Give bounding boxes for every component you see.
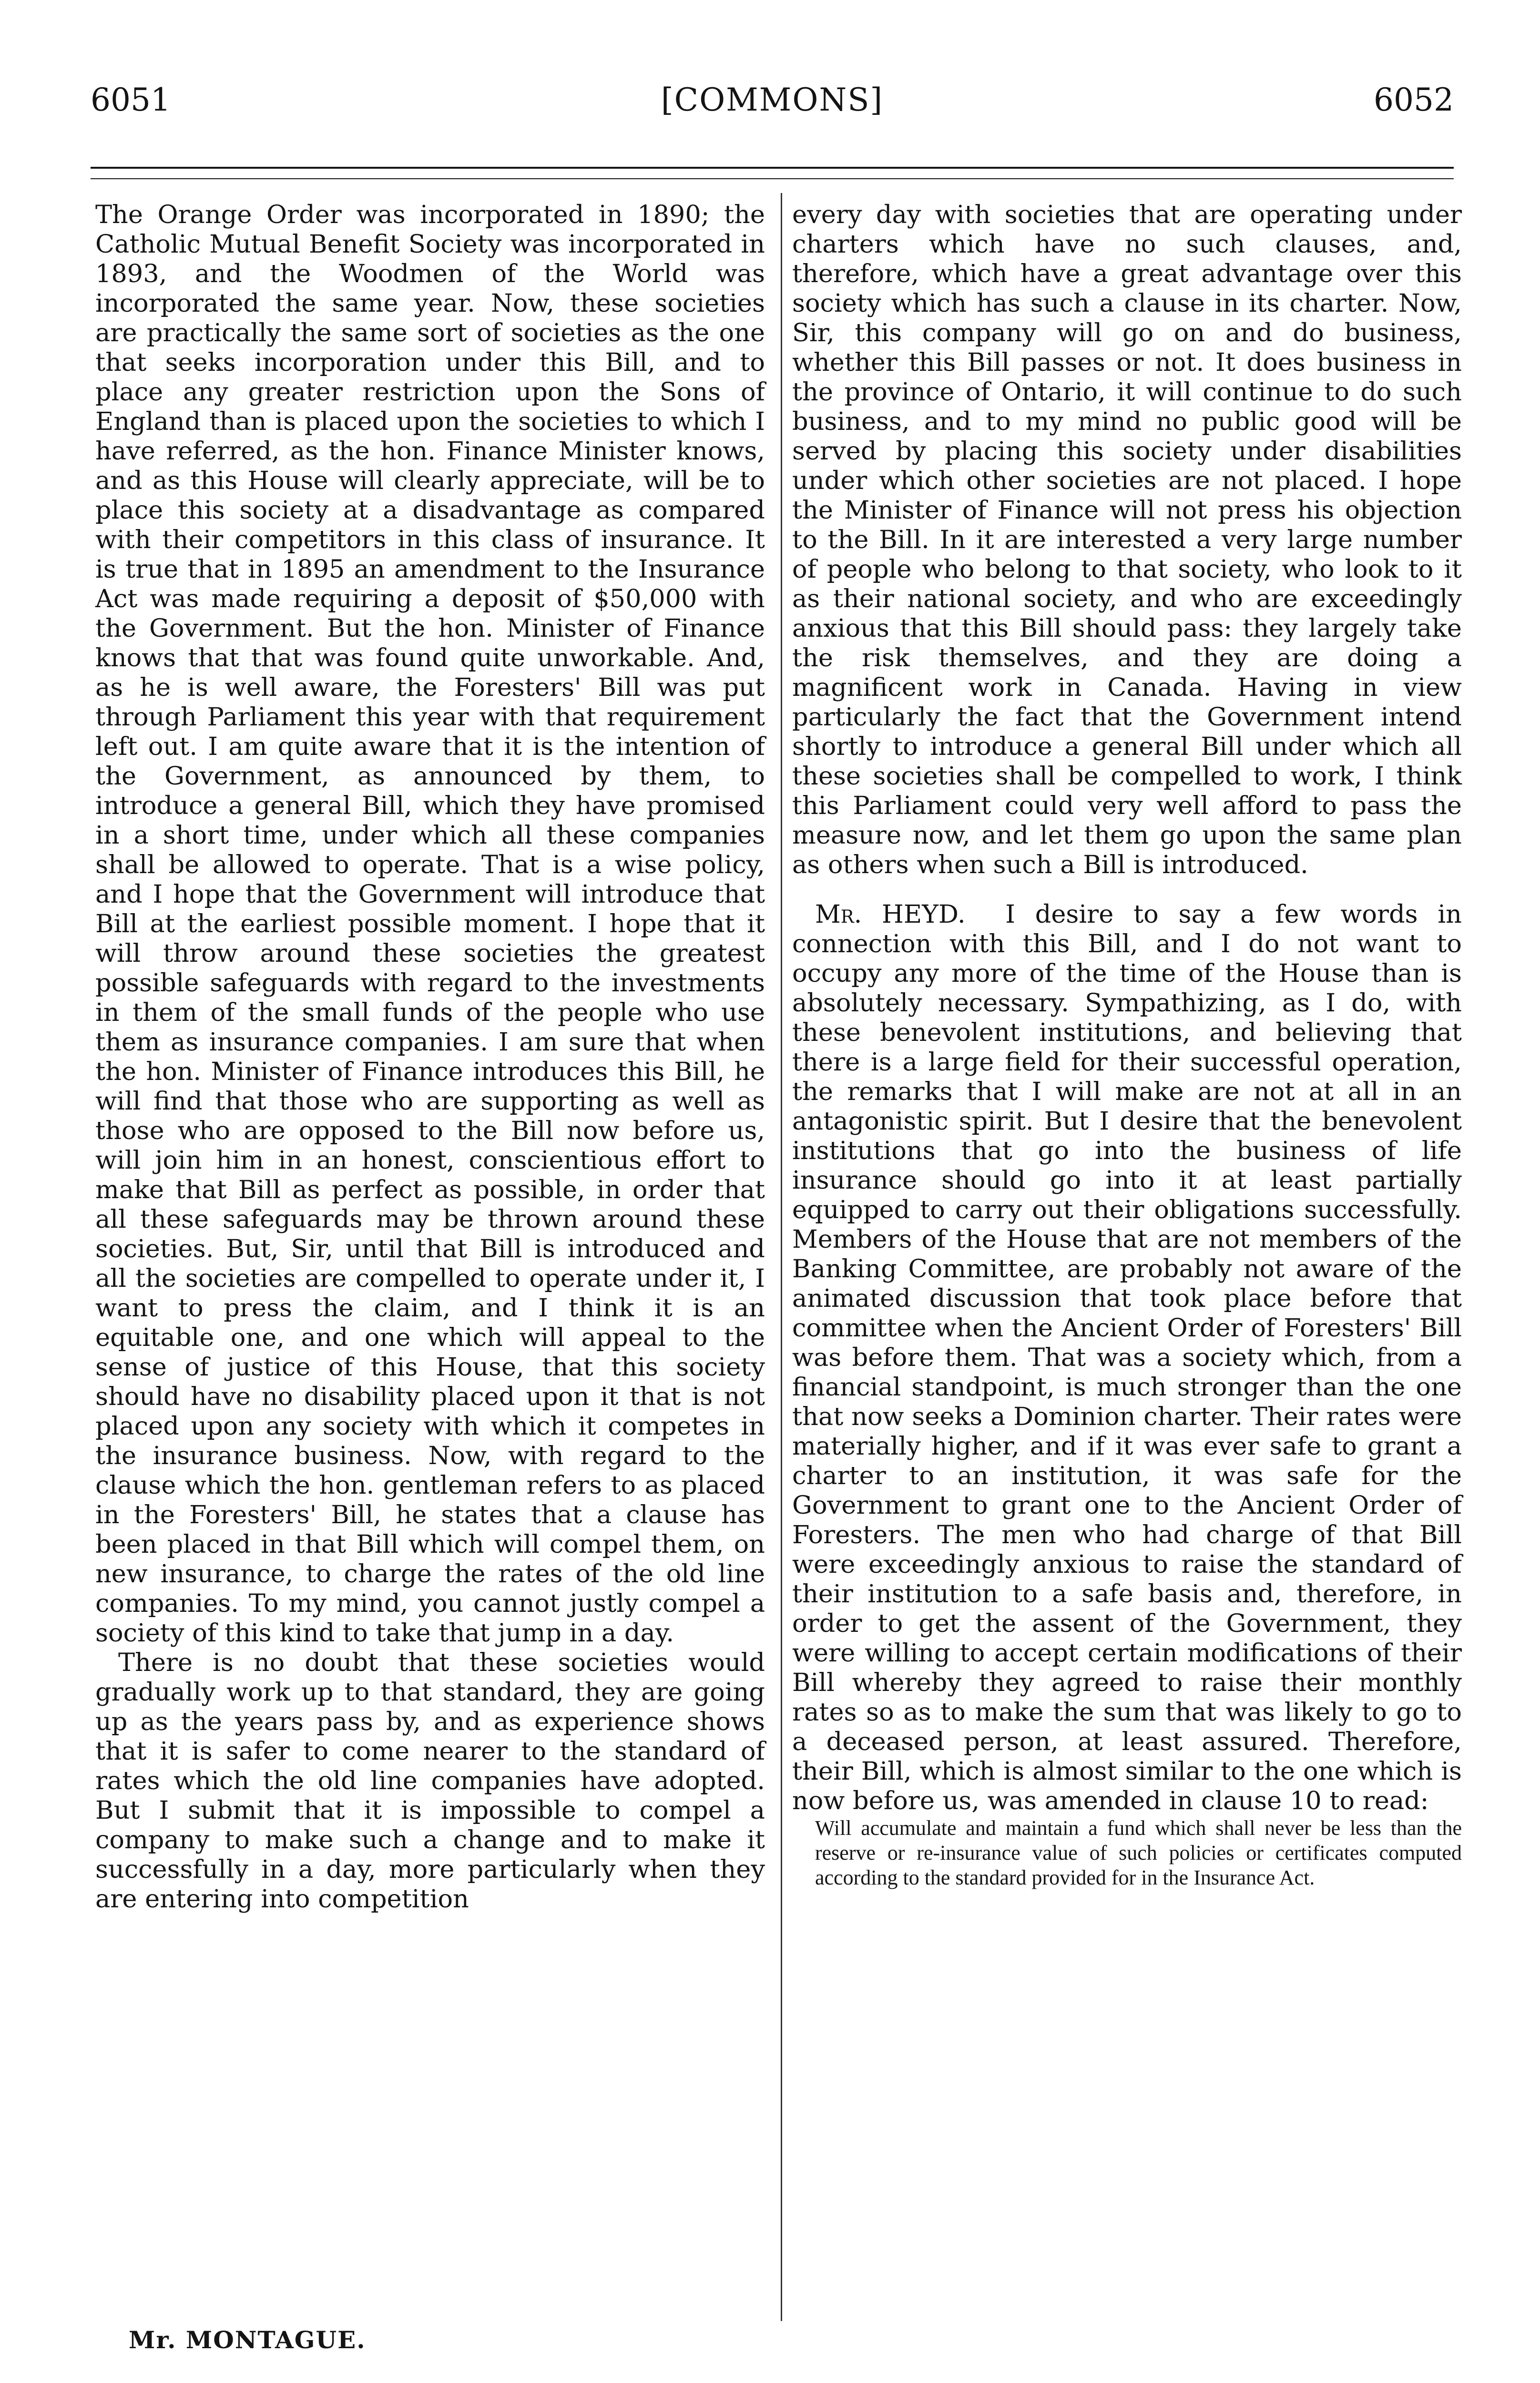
heyd-speech [792,900,1462,1816]
left-paragraph-2: There is no doubt that these societies would gradually work up to that standard, they are going up as the years pass by, and as experience shows that it is safer to come nearer to the standard of rates which the old line companies have adopted. But I submit that it is impossible to compel a company to make such a change and to make it successfully in a day, more particularly when they are entering into competition [95,1648,765,1914]
left-column [95,200,765,1914]
block-quote: Will accumulate and maintain a fund which shall never be less than the reserve or re-insurance value of such policies or certificates computed according to the standard provided for in the Insurance Act. [815,1816,1462,1889]
header-rule-thin [91,178,1454,179]
page-number-right: 6052 [1374,81,1454,118]
left-paragraph-1: The Orange Order was incorporated in 1890; the Catholic Mutual Benefit Society was incorporated in 1893, and the Woodmen of the World was incorporated the same year. Now, these societies are practically the same sort of societies as the one that seeks incorporation under this Bill, and to place any greater restriction upon the Sons of England than is placed upon the societies to which I have referred, as the hon. Finance Minister knows, and as this House will clearly appreciate, will be to place this society at a disadvantage as compared with their competitors in this class of insurance. It is true that in 1895 an amendment to the Insurance Act was made requiring a deposit of $50,000 with the Government. But the hon. Minister of Finance knows that that was found quite unworkable. And, as he is well aware, the Foresters' Bill was put through Parliament this year with that requirement left out. I am quite aware that it is the intention of the Government, as announced by them, to introduce a general Bill, which they have promised in a short time, under which all these companies shall be allowed to operate. That is a wise policy, and I hope that the Government will introduce that Bill at the earliest possible moment. I hope that it will throw around these societies the greatest possible safeguards with regard to the investments in them of the small funds of the people who use them as insurance companies. I am sure that when the hon. Minister of Finance introduces this Bill, he will find that those who are supporting as well as those who are opposed to the Bill now before us, will join him in an honest, conscientious effort to make that Bill as perfect as possible, in order that all these safeguards may be thrown around these societies. But, Sir, until that Bill is introduced and all the societies are compelled to operate under it, I want to press the claim, and I think it is an equitable one, and one which will appeal to the sense of justice of this House, that this society should have no disability placed upon it that is not placed upon any society with which it competes in the insurance business. Now, with regard to the clause which the hon. gentleman refers to as placed in the Foresters' Bill, he states that a clause has been placed in that Bill which will compel them, on new insurance, to charge the rates of the old line companies. To my mind, you cannot justly compel a society of this kind to take that jump in a day. [95,200,765,1648]
right-column [792,200,1462,1890]
speaker-name: Mr. HEYD. [815,900,966,929]
page-title: [COMMONS] [661,81,884,118]
column-divider [781,193,782,2321]
header-rule-thick [91,167,1454,169]
page-header [91,71,1454,129]
speech-text: I desire to say a few words in connection with this Bill, and I do not want to occupy any more of the time of the House than is absolutely necessary. Sympathizing, as I do, with these benevolent institutions, and believing that there is a large field for their successful operation, the remarks that I will make are not at all in an antagonistic spirit. But I desire that the benevolent institutions that go into the business of life insurance should go into it at least partially equipped to carry out their obligations successfully. Members of the House that are not members of the Banking Committee, are probably not aware of the animated discussion that took place before that committee when the Ancient Order of Foresters' Bill was before them. That was a society which, from a financial standpoint, is much stronger than the one that now seeks a Dominion charter. Their rates were materially higher, and if it was ever safe to grant a charter to an institution, it was safe for the Government to grant one to the Ancient Order of Foresters. The men who had charge of that Bill were exceedingly anxious to raise the standard of their institution to a safe basis and, therefore, in order to get the assent of the Government, they were willing to accept certain modifications of their Bill whereby they agreed to raise their monthly rates so as to make the sum that was likely to go to a deceased person, at least assured. Therefore, their Bill, which is almost similar to the one which is now before us, was amended in clause 10 to read: [792,900,1462,1815]
page-number-left: 6051 [91,81,171,118]
right-paragraph-1: every day with societies that are operating under charters which have no such clauses, and, therefore, which have a great advantage over this society which has such a clause in its charter. Now, Sir, this company will go on and do business, whether this Bill passes or not. It does business in the province of Ontario, it will continue to do such business, and to my mind no public good will be served by placing this society under disabilities under which other societies are not placed. I hope the Minister of Finance will not press his objection to the Bill. In it are interested a very large number of people who belong to that society, who look to it as their national society, and who are exceedingly anxious that this Bill should pass: they largely take the risk themselves, and they are doing a magnificent work in Canada. Having in view particularly the fact that the Government intend shortly to introduce a general Bill under which all these societies shall be compelled to work, I think this Parliament could very well afford to pass the measure now, and let them go upon the same plan as others when such a Bill is introduced. [792,200,1462,879]
footer-speaker-label: Mr. MONTAGUE. [129,2326,366,2354]
